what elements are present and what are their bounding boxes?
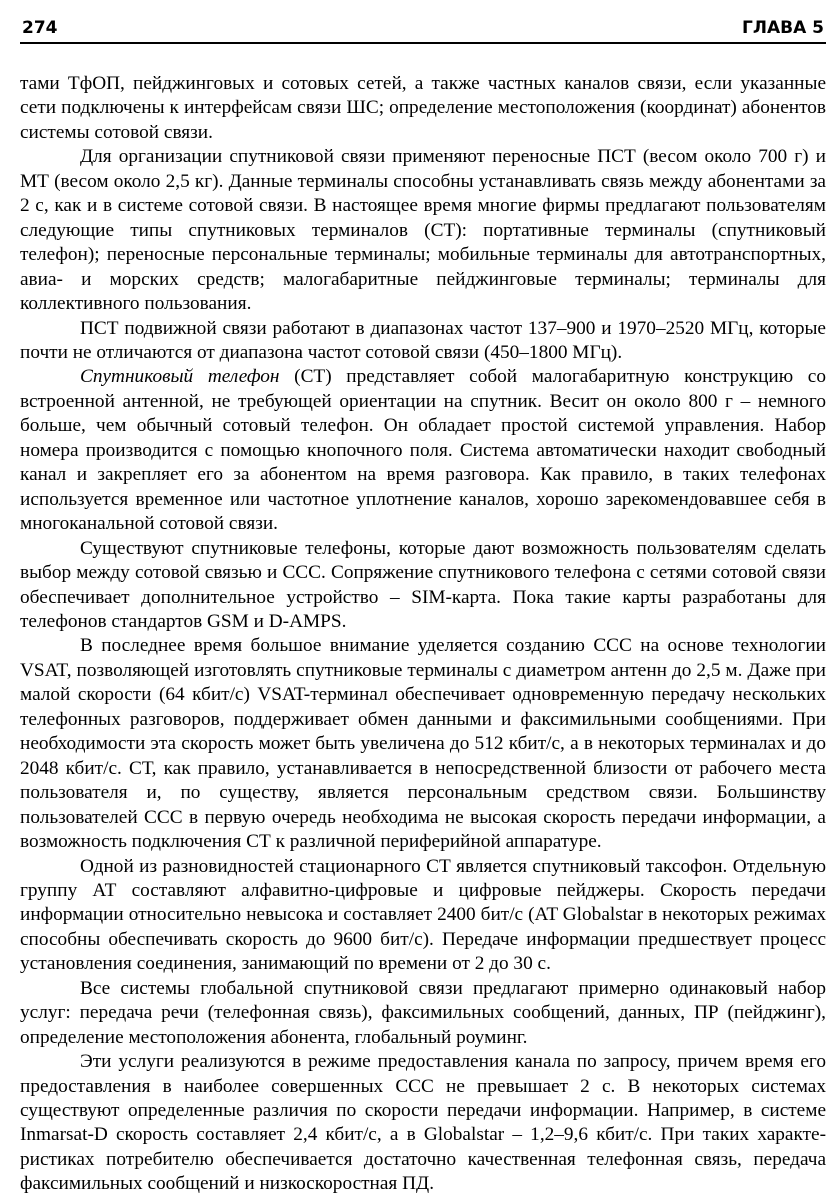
running-header [20, 18, 826, 44]
chapter-title: ГЛАВА 5 [742, 18, 824, 38]
italic-term: Спутниковый телефон [80, 366, 280, 388]
paragraph: Спутниковый телефон (СТ) представляет собой малогабаритную конструкцию со встроенной антенной, не требующей ориентации на спутник. Весит он около 800 г – немного больше, чем обычный сотовый телефон. Он обладает простой системой управления. Набор номера производится с помощью кнопочного поля. Система автоматически находит свободный канал и закрепляет его за абонентом на время разговора. Как правило, в таких телефонах используется временное или частотное уплотнение каналов, хорошо зарекомендовавшее себя в многоканальной сотовой связи. [20, 366, 826, 535]
paragraph: Для организации спутниковой связи применяют переносные ПСТ (весом около 700 г) и МТ (весом около 2,5 кг). Данные терминалы способны устанавливать связь между абонентами за 2 с, как и в системе сотовой связи. В настоящее время многие фирмы предлагают пользователям следующие типы спутниковых терминалов (СТ): портативные терминалы (спутниковый телефон); переносные персональные терминалы; мобильные терминалы для автотранспортных, авиа- и морских средств; малогабаритные пейджинговые терминалы; терминалы для коллективного пользования. [20, 146, 826, 315]
paragraph: Эти услуги реализуются в режиме предоставления канала по запросу, причем время его предоставления в наиболее совершенных ССС не превышает 2 с. В некоторых системах существуют определенные различия по скорости передачи информации. Например, в системе Inmarsat-D скорость составляет 2,4 кбит/с, а в Globalstar – 1,2–9,6 кбит/с. При таких характеристиках потребителю обеспечивается достаточно качественная телефонная связь, передача факсимильных сообщений и низкоскоростная ПД. [20, 1051, 826, 1195]
book-page [20, 18, 826, 1197]
page-number: 274 [22, 18, 58, 38]
paragraph: ПСТ подвижной связи работают в диапазонах частот 137–900 и 1970–2520 МГц, которые почти не отличаются от диапазона частот сотовой связи (450–1800 МГц). [20, 317, 826, 363]
paragraph: Одной из разновидностей стационарного СТ является спутниковый таксофон. Отдельную группу АТ составляют алфавитно-цифровые и цифровые пейджеры. Скорость передачи информации относительно невысока и составляет 2400 бит/с (AT Globalstar в некоторых режимах способны обеспечивать скорость до 9600 бит/с). Передаче информации предшествует процесс установления соединения, занимающий по времени от 2 до 30 с. [20, 855, 826, 975]
paragraph: Существуют спутниковые телефоны, которые дают возможность пользователям сделать выбор между сотовой связью и ССС. Сопряжение спутникового телефона с сетями сотовой связи обеспечивает дополнительное устройство – SIM-карта. Пока такие карты разработаны для телефонов стандартов GSM и D-AMPS. [20, 537, 826, 632]
body-text [20, 72, 826, 1197]
paragraph: тами ТфОП, пейджинговых и сотовых сетей, а также частных каналов связи, если указанные сети подключены к интерфейсам связи ШС; определение местоположения (координат) абонентов системы сотовой связи. [20, 73, 826, 143]
paragraph: Все системы глобальной спутниковой связи предлагают примерно одинаковый набор услуг: передача речи (телефонная связь), факсимильных сообщений, данных, ПР (пейджинг), определение местоположения абонента, глобальный роуминг. [20, 977, 826, 1048]
paragraph: В последнее время большое внимание уделяется созданию ССС на основе технологии VSAT, позволяющей изготовлять спутниковые терминалы с диаметром антенн до 2,5 м. Даже при малой скорости (64 кбит/с) VSAT-терминал обеспечивает одновременную передачу нескольких телефонных разговоров, поддерживает обмен данными и факсимильными сообщениями. При необходимости эта скорость может быть увеличена до 512 кбит/с, а в некоторых терминалах и до 2048 кбит/с. СТ, как правило, устанавливается в непосредственной близости от рабочего места пользователя и, по существу, является персональным средством связи. Большинству пользователей ССС в первую очередь необходима не высокая скорость передачи информации, а возможность подключения СТ к различной периферийной аппаратуре. [20, 635, 826, 853]
